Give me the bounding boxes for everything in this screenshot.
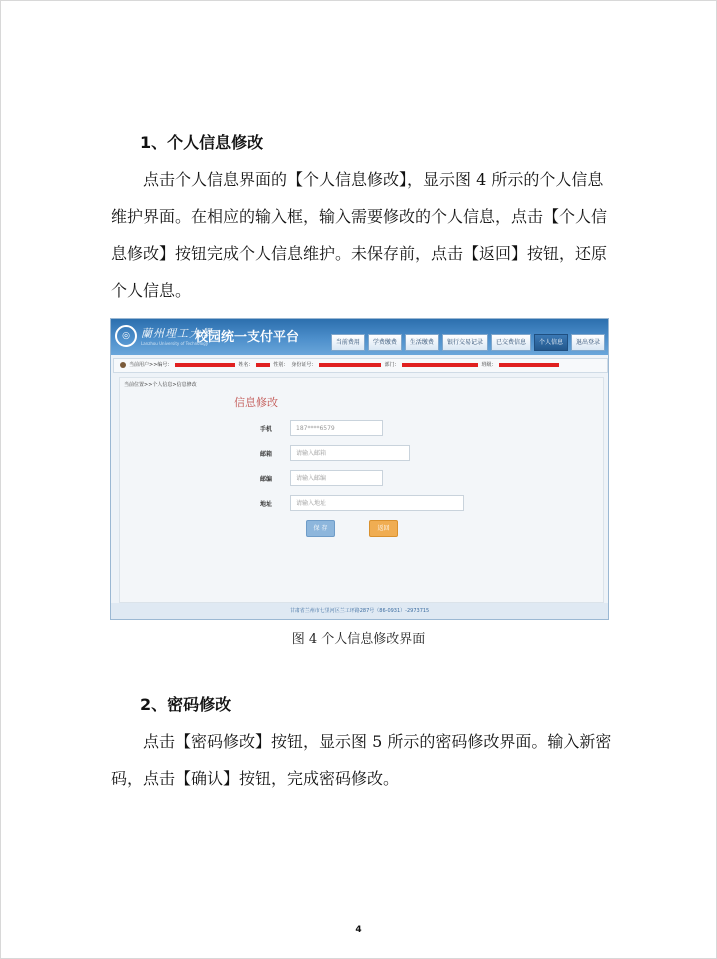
save-button[interactable]: 保 存 xyxy=(306,520,335,537)
nav-item-living-fees[interactable]: 生活缴费 xyxy=(405,334,439,351)
form-row-email xyxy=(120,445,605,463)
nav-item-personal-info[interactable]: 个人信息 xyxy=(534,334,568,351)
address-input[interactable]: 请输入地址 xyxy=(290,495,464,511)
postcode-input[interactable]: 请输入邮编 xyxy=(290,470,383,486)
platform-title: 校园统一支付平台 xyxy=(195,330,300,345)
section-paragraph-personal-info: 点击个人信息界面的【个人信息修改】，显示图 4 所示的个人信息维护界面。在相应的输入框，输入需要修改的个人信息，点击【个人信息修改】按钮完成个人信息维护。未保存前，点击【返回】按钮，还原个人信息。 xyxy=(111,170,608,300)
user-department-label: 部门： xyxy=(384,362,400,368)
redaction-mark xyxy=(499,363,559,367)
section-paragraph-password: 点击【密码修改】按钮，显示图 5 所示的密码修改界面。输入新密码，点击【确认】按钮，完成密码修改。 xyxy=(111,732,612,788)
redaction-mark xyxy=(175,363,235,367)
redaction-mark xyxy=(256,363,270,367)
user-class-label: 班级： xyxy=(481,362,497,368)
nav-item-tuition[interactable]: 学费缴费 xyxy=(368,334,402,351)
user-gender-label: 性别： xyxy=(273,362,289,368)
section-heading-password: 2、密码修改 xyxy=(140,695,232,714)
user-number-label: 当前用户>>编号： xyxy=(129,362,173,368)
phone-input[interactable]: 187****6579 xyxy=(290,420,383,436)
user-name-label: 姓名： xyxy=(238,362,254,368)
breadcrumb: 当前位置>>个人信息>信息修改 xyxy=(124,382,197,388)
nav-item-paid-info[interactable]: 已交费信息 xyxy=(491,334,531,351)
university-seal-icon: ◎ xyxy=(115,325,137,347)
form-row-postcode xyxy=(120,470,605,488)
figure-caption: 图 4 个人信息修改界面 xyxy=(291,632,426,647)
university-logo-subtext: Lanzhou University of Technology xyxy=(141,341,209,346)
redaction-mark xyxy=(402,363,478,367)
app-footer: 甘肃省兰州市七里河区兰工坪路287号（86-0931）-2973715 xyxy=(111,603,608,619)
page-number: 4 xyxy=(355,925,362,935)
nav-item-bank-records[interactable]: 银行交易记录 xyxy=(442,334,488,351)
form-row-address xyxy=(120,495,605,513)
user-id-label: 身份证号： xyxy=(291,362,317,368)
form-title: 信息修改 xyxy=(234,396,278,409)
app-header xyxy=(111,319,608,355)
top-nav xyxy=(331,334,605,351)
postcode-label: 邮编 xyxy=(260,476,273,483)
figure-screenshot xyxy=(110,318,609,620)
form-row-phone xyxy=(120,420,605,438)
redaction-mark xyxy=(319,363,381,367)
user-info-bar xyxy=(113,358,608,373)
back-button[interactable]: 返回 xyxy=(369,520,398,537)
email-input[interactable]: 请输入邮箱 xyxy=(290,445,410,461)
phone-label: 手机 xyxy=(260,426,273,433)
section-heading-personal-info: 1、个人信息修改 xyxy=(140,133,264,152)
nav-item-logout[interactable]: 退出登录 xyxy=(571,334,605,351)
nav-item-current-fees[interactable]: 当前费用 xyxy=(331,334,365,351)
university-logo-text: 蘭州理工大學 xyxy=(141,327,213,340)
address-label: 地址 xyxy=(260,501,273,508)
email-label: 邮箱 xyxy=(260,451,273,458)
user-icon xyxy=(120,362,126,368)
content-panel xyxy=(119,377,604,603)
